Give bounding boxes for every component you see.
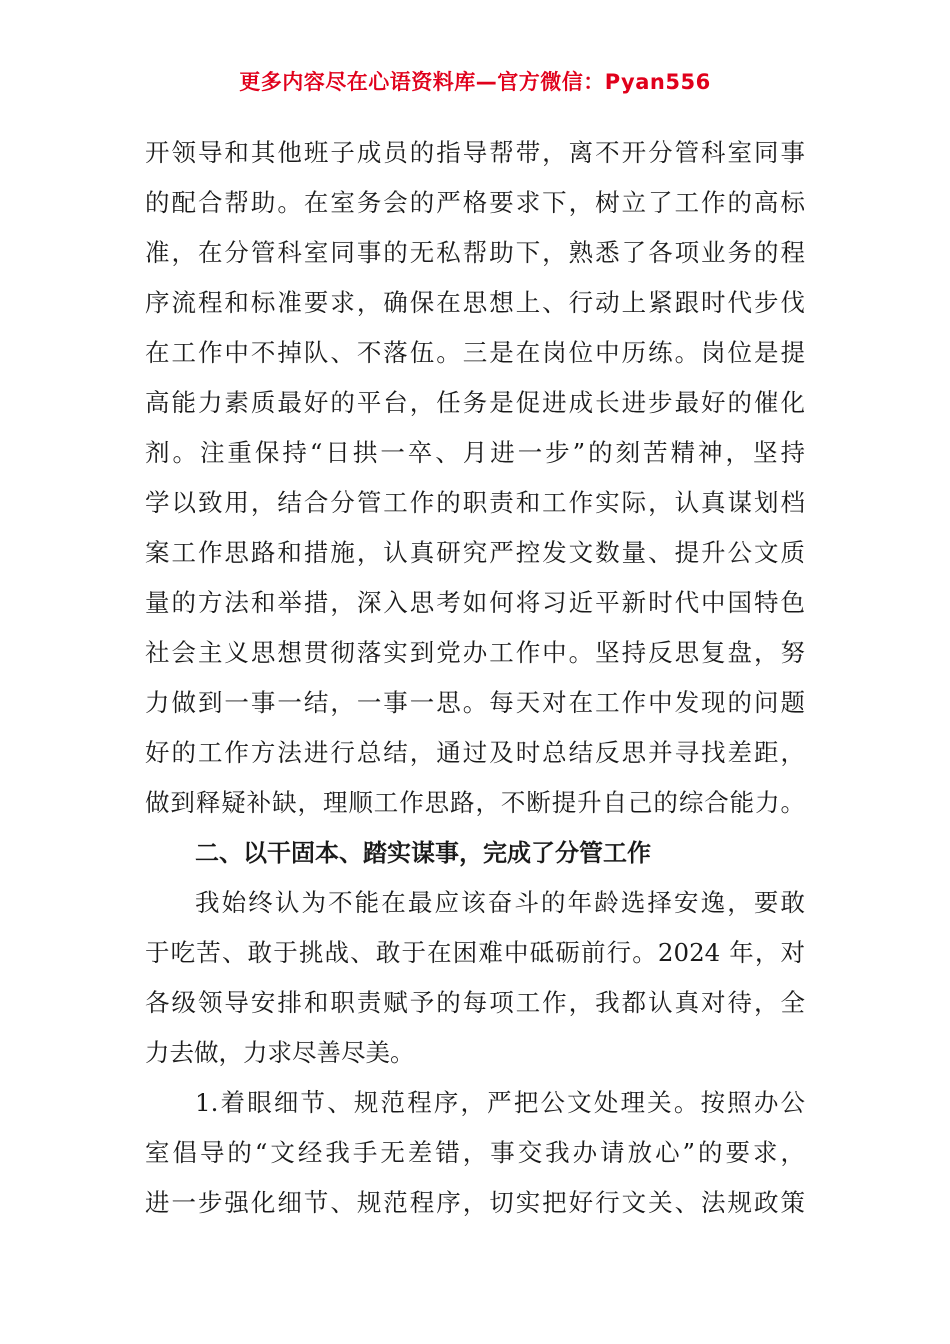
text-line: 的配合帮助。在室务会的严格要求下，树立了工作的高标 [145,188,805,217]
text-line: 力做到一事一结，一事一思。每天对在工作中发现的问题 [145,688,805,717]
document-body [145,128,805,1228]
text-line: 力去做，力求尽善尽美。 [145,1038,415,1067]
text-line: 室倡导的“文经我手无差错，事交我办请放心”的要求， [145,1138,805,1167]
section-heading: 二、以干固本、踏实谋事，完成了分管工作 [195,839,651,867]
text-line: 案工作思路和措施，认真研究严控发文数量、提升公文质 [145,538,805,567]
text-line: 开领导和其他班子成员的指导帮带，离不开分管科室同事 [145,138,805,167]
text-line: 剂。注重保持“日拱一卒、月进一步”的刻苦精神，坚持 [145,438,805,467]
text-line: 好的工作方法进行总结，通过及时总结反思并寻找差距， [145,738,805,767]
text-line: 于吃苦、敢于挑战、敢于在困难中砥砺前行。2024 年，对 [145,938,805,967]
text-line: 序流程和标准要求，确保在思想上、行动上紧跟时代步伐 [145,288,805,317]
text-line: 社会主义思想贯彻落实到党办工作中。坚持反思复盘，努 [145,638,805,667]
text-line: 我始终认为不能在最应该奋斗的年龄选择安逸，要敢 [195,888,805,917]
text-line: 进一步强化细节、规范程序，切实把好行文关、法规政策 [145,1188,805,1217]
text-line: 1.着眼细节、规范程序，严把公文处理关。按照办公 [195,1088,805,1117]
watermark-header: 更多内容尽在心语资料库—官方微信：Pyan556 [239,70,711,94]
text-line: 量的方法和举措，深入思考如何将习近平新时代中国特色 [145,588,805,617]
text-line: 高能力素质最好的平台，任务是促进成长进步最好的催化 [145,388,805,417]
text-line: 做到释疑补缺，理顺工作思路，不断提升自己的综合能力。 [145,788,805,817]
text-line: 各级领导安排和职责赋予的每项工作，我都认真对待，全 [145,988,805,1017]
text-line: 在工作中不掉队、不落伍。三是在岗位中历练。岗位是提 [145,338,805,367]
text-line: 学以致用，结合分管工作的职责和工作实际，认真谋划档 [145,488,805,517]
text-line: 准，在分管科室同事的无私帮助下，熟悉了各项业务的程 [145,238,805,267]
